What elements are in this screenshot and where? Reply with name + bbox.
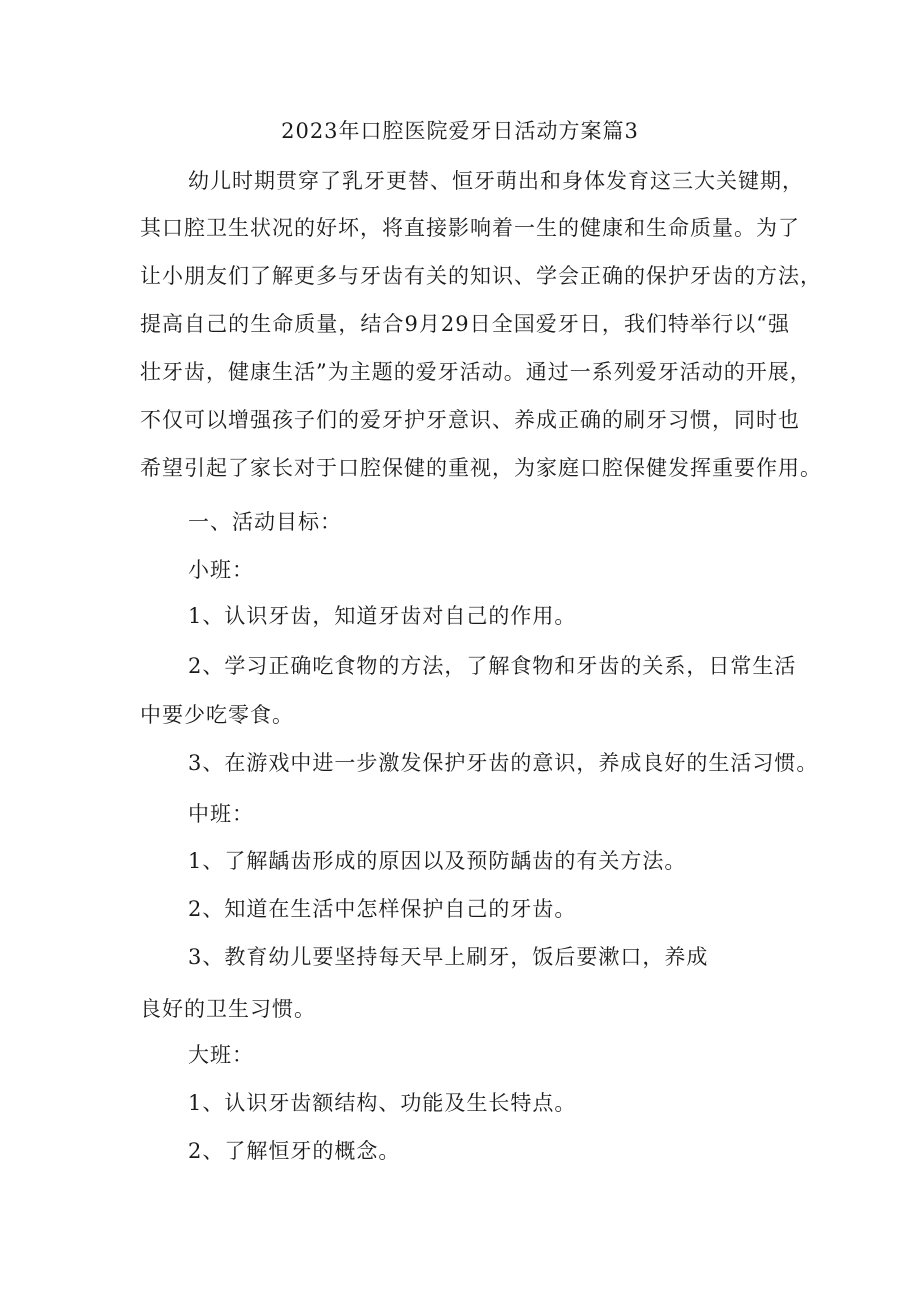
small-class-item-2-line-1: 2、学习正确吃食物的方法，了解食物和牙齿的关系，日常生活 (188, 654, 797, 678)
middle-class-item-3-line-2: 良好的卫生习惯。 (140, 997, 316, 1021)
document-title: 2023年口腔医院爱牙日活动方案篇3 (281, 119, 639, 143)
intro-line-2: 其口腔卫生状况的好坏，将直接影响着一生的健康和生命质量。为了 (140, 216, 800, 240)
large-class-heading: 大班： (188, 1043, 254, 1067)
middle-class-item-2: 2、知道在生活中怎样保护自己的牙齿。 (188, 897, 577, 921)
section-heading-goals: 一、活动目标： (188, 510, 342, 534)
intro-line-7: 希望引起了家长对于口腔保健的重视，为家庭口腔保健发挥重要作用。 (140, 456, 822, 480)
small-class-item-3: 3、在游戏中进一步激发保护牙齿的意识，养成良好的生活习惯。 (188, 751, 819, 775)
small-class-item-1: 1、认识牙齿，知道牙齿对自己的作用。 (188, 604, 577, 628)
intro-line-6: 不仅可以增强孩子们的爱牙护牙意识、养成正确的刷牙习惯，同时也 (140, 408, 800, 432)
small-class-heading: 小班： (188, 558, 254, 582)
intro-line-4: 提高自己的生命质量，结合9月29日全国爱牙日，我们特举行以“强 (140, 312, 790, 336)
large-class-item-1: 1、认识牙齿额结构、功能及生长特点。 (188, 1091, 577, 1115)
large-class-item-2: 2、了解恒牙的概念。 (188, 1139, 401, 1163)
intro-line-1: 幼儿时期贯穿了乳牙更替、恒牙萌出和身体发育这三大关键期， (188, 169, 804, 193)
middle-class-item-1: 1、了解龋齿形成的原因以及预防龋齿的有关方法。 (188, 849, 687, 873)
middle-class-item-3-line-1: 3、教育幼儿要坚持每天早上刷牙，饭后要漱口，养成 (188, 945, 709, 969)
middle-class-heading: 中班： (188, 802, 254, 826)
intro-line-5: 壮牙齿，健康生活”为主题的爱牙活动。通过一系列爱牙活动的开展， (140, 360, 812, 384)
small-class-item-2-line-2: 中要少吃零食。 (140, 703, 294, 727)
intro-line-3: 让小朋友们了解更多与牙齿有关的知识、学会正确的保护牙齿的方法， (140, 264, 822, 288)
